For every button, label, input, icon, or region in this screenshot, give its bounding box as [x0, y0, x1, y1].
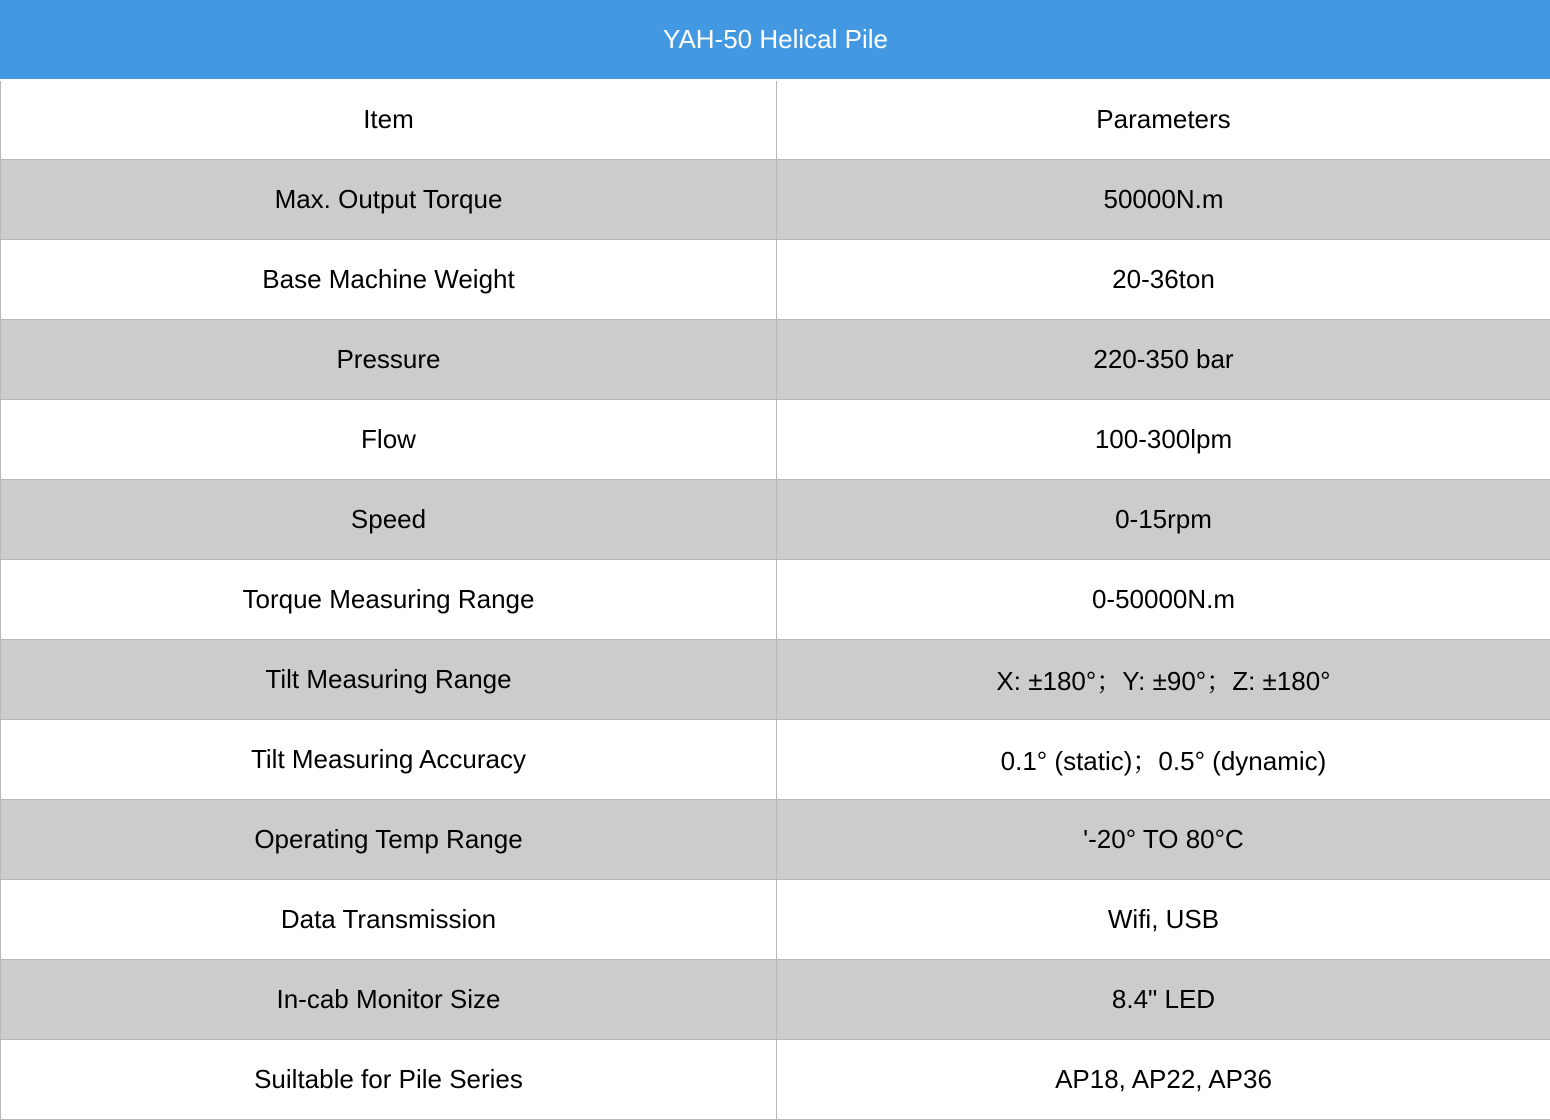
item-cell: In-cab Monitor Size [1, 960, 777, 1040]
parameter-cell: 8.4" LED [777, 960, 1550, 1040]
table-row [1, 880, 1550, 960]
item-cell: Torque Measuring Range [1, 560, 777, 640]
item-cell: Base Machine Weight [1, 240, 777, 320]
table-row [1, 400, 1550, 480]
parameter-cell: 0-15rpm [777, 480, 1550, 560]
item-cell: Max. Output Torque [1, 160, 777, 240]
item-cell: Pressure [1, 320, 777, 400]
item-cell: Tilt Measuring Accuracy [1, 720, 777, 800]
item-cell: Data Transmission [1, 880, 777, 960]
header-parameters: Parameters [777, 80, 1550, 160]
item-cell: Suiltable for Pile Series [1, 1040, 777, 1120]
parameter-cell: 100-300lpm [777, 400, 1550, 480]
parameter-cell: X: ±180°；Y: ±90°；Z: ±180° [777, 640, 1550, 720]
item-cell: Tilt Measuring Range [1, 640, 777, 720]
table-row [1, 480, 1550, 560]
parameter-cell: '-20° TO 80°C [777, 800, 1550, 880]
title-row [1, 1, 1550, 80]
parameter-cell: 20-36ton [777, 240, 1550, 320]
table-row [1, 320, 1550, 400]
table-row [1, 1040, 1550, 1120]
header-row [1, 80, 1550, 160]
parameter-cell: 50000N.m [777, 160, 1550, 240]
parameter-cell: 220-350 bar [777, 320, 1550, 400]
item-cell: Speed [1, 480, 777, 560]
table-row [1, 240, 1550, 320]
parameter-cell: 0-50000N.m [777, 560, 1550, 640]
table-body [1, 80, 1550, 1120]
table-row [1, 560, 1550, 640]
table-row [1, 640, 1550, 720]
table-row [1, 800, 1550, 880]
table-row [1, 960, 1550, 1040]
parameter-cell: 0.1° (static)；0.5° (dynamic) [777, 720, 1550, 800]
header-item: Item [1, 80, 777, 160]
item-cell: Operating Temp Range [1, 800, 777, 880]
table-row [1, 720, 1550, 800]
parameter-cell: Wifi, USB [777, 880, 1550, 960]
table-title: YAH-50 Helical Pile [1, 1, 1550, 80]
item-cell: Flow [1, 400, 777, 480]
table-row [1, 160, 1550, 240]
parameter-cell: AP18, AP22, AP36 [777, 1040, 1550, 1120]
